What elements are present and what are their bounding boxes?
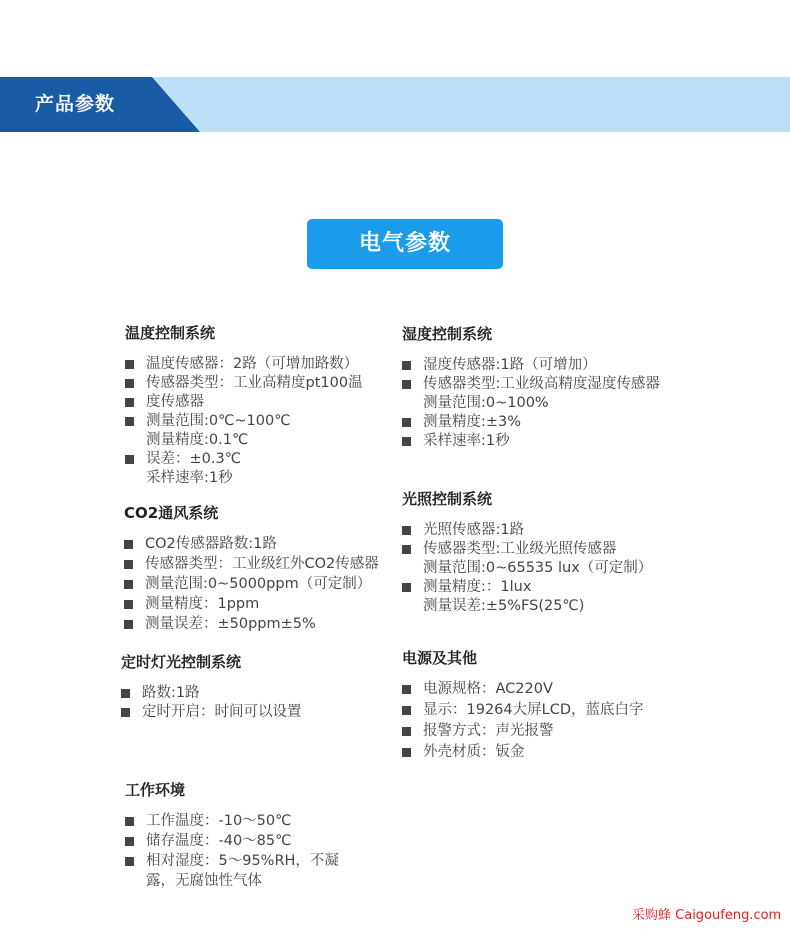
list-item: 采样速率:1秒: [146, 470, 233, 486]
co2-group-title: CO2通风系统: [124, 504, 219, 522]
env-group-title: 工作环境: [125, 781, 186, 799]
list-item: 路数:1路: [121, 684, 391, 703]
timer-group: [121, 651, 391, 722]
list-item: 测量精度:±3%: [402, 413, 692, 432]
light-group-list: [402, 521, 692, 616]
list-item: 测量误差:±5%FS(25℃): [423, 598, 585, 614]
temp-group: [125, 322, 395, 488]
list-item: 报警方式：声光报警: [402, 722, 692, 741]
list-item: 测量范围:0~5000ppm（可定制）: [124, 575, 399, 594]
list-item: 测量误差：±50ppm±5%: [124, 615, 399, 634]
list-item: 显示：19264大屏LCD，蓝底白字: [402, 701, 692, 720]
list-item: 误差：±0.3℃: [125, 450, 395, 469]
watermark-cn: 采购蜂: [632, 908, 672, 923]
list-item: 电源规格：AC220V: [402, 680, 692, 699]
list-item: 传感器类型:工业级光照传感器: [402, 540, 692, 559]
list-item: 温度传感器：2路（可增加路数）: [125, 355, 395, 374]
env-group: [125, 779, 395, 891]
list-item: 测量精度：1ppm: [124, 595, 399, 614]
humid-group-title: 湿度控制系统: [402, 325, 493, 343]
humid-group: [402, 323, 692, 451]
power-group-title: 电源及其他: [402, 649, 478, 667]
watermark-en: Caigoufeng.com: [675, 908, 782, 923]
list-item: 测量范围:0℃~100℃: [125, 412, 395, 431]
list-item: 储存温度：-40～85℃: [125, 832, 395, 851]
list-item: 测量精度:0.1℃: [146, 432, 249, 448]
list-item: 工作温度：-10～50℃: [125, 812, 395, 831]
list-item: 传感器类型：工业级红外CO2传感器: [124, 555, 399, 574]
temp-group-title: 温度控制系统: [125, 324, 216, 342]
list-item: 外壳材质：钣金: [402, 743, 692, 762]
power-group-list: [402, 680, 692, 762]
temp-group-list: [125, 355, 395, 488]
list-item: 度传感器: [125, 393, 395, 412]
env-group-list: [125, 812, 395, 891]
list-item: 光照传感器:1路: [402, 521, 692, 540]
banner-title: 产品参数: [35, 93, 116, 115]
humid-group-list: [402, 356, 692, 451]
list-item: 传感器类型:工业级高精度湿度传感器: [402, 375, 692, 394]
list-item: 定时开启：时间可以设置: [121, 703, 391, 722]
list-item: 测量范围:0~100%: [423, 395, 549, 411]
list-item: 测量范围:0~65535 lux（可定制）: [423, 560, 653, 576]
power-group: [402, 647, 692, 762]
list-item: 湿度传感器:1路（可增加）: [402, 356, 692, 375]
timer-group-list: [121, 684, 391, 722]
section-title: 电气参数: [307, 219, 503, 269]
list-item: 采样速率:1秒: [402, 432, 692, 451]
timer-group-title: 定时灯光控制系统: [121, 653, 242, 671]
list-item: 露，无腐蚀性气体: [146, 873, 262, 889]
list-item: 相对湿度：5～95%RH，不凝: [125, 852, 395, 871]
co2-group: [124, 502, 399, 634]
light-group: [402, 488, 692, 616]
list-item: 传感器类型：工业高精度pt100温: [125, 374, 395, 393]
light-group-title: 光照控制系统: [402, 490, 493, 508]
watermark: [632, 904, 781, 923]
list-item: 测量精度:：1lux: [402, 578, 692, 597]
list-item: CO2传感器路数:1路: [124, 535, 399, 554]
co2-group-list: [124, 535, 399, 634]
